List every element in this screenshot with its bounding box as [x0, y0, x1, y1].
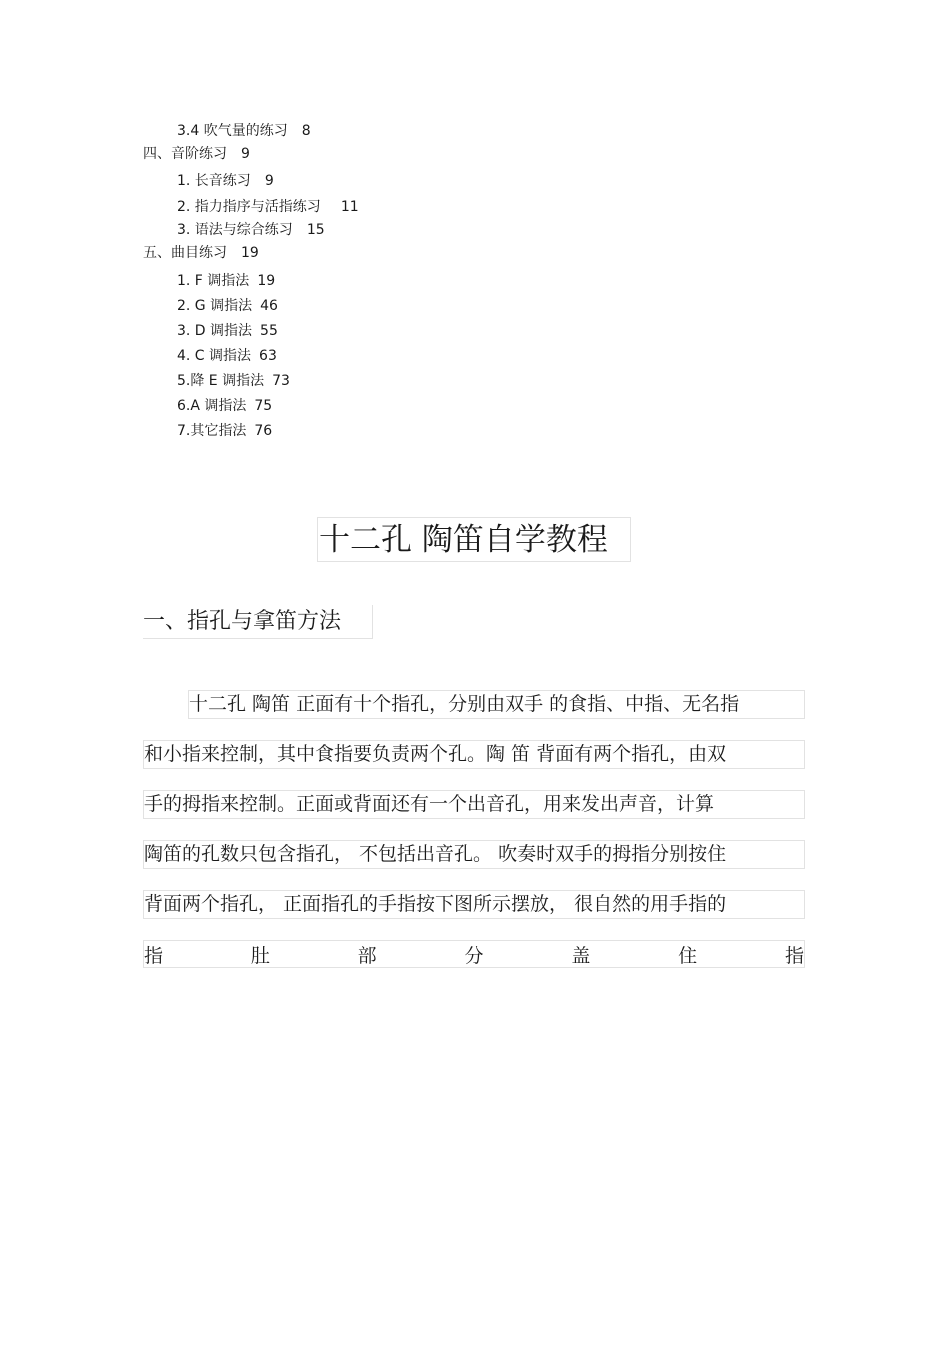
- toc-page-number: 19: [241, 245, 259, 261]
- toc-line: [143, 145, 250, 163]
- document-title: 十二孔 陶笛自学教程: [317, 517, 631, 562]
- paragraph-char: 部: [357, 944, 377, 967]
- toc-page-number: 9: [241, 146, 250, 162]
- toc-page-number: 73: [272, 373, 290, 389]
- toc-line: [177, 272, 275, 290]
- toc-line: [143, 244, 259, 262]
- toc-label: 6.A 调指法: [177, 398, 247, 414]
- paragraph-char: 指: [784, 944, 804, 967]
- toc-label: 7.其它指法: [177, 423, 247, 439]
- paragraph-char: 指: [144, 944, 164, 967]
- toc-page-number: 63: [259, 348, 277, 364]
- paragraph-line: 陶笛的孔数只包含指孔， 不包括出音孔。 吹奏时双手的拇指分别按住: [143, 840, 805, 869]
- toc-page-number: 46: [260, 298, 278, 314]
- toc-line: [177, 172, 274, 190]
- toc-label: 3. 语法与综合练习: [177, 222, 293, 238]
- toc-label: 1. F 调指法: [177, 273, 250, 289]
- paragraph-line: 十二孔 陶笛 正面有十个指孔，分别由双手 的食指、中指、无名指: [188, 690, 805, 719]
- toc-label: 2. G 调指法: [177, 298, 253, 314]
- toc-line: [177, 297, 278, 315]
- toc-page-number: 11: [340, 199, 359, 215]
- paragraph-char: 分: [464, 944, 484, 967]
- toc-label: 四、音阶练习: [143, 146, 227, 162]
- paragraph-last-line: [143, 940, 805, 968]
- toc-page-number: 19: [257, 273, 276, 289]
- toc-line: [177, 422, 272, 440]
- toc-label: 2. 指力指序与活指练习: [177, 199, 321, 215]
- toc-page-number: 9: [264, 173, 274, 189]
- toc-label: 4. C 调指法: [177, 348, 252, 364]
- toc-label: 五、曲目练习: [143, 245, 227, 261]
- toc-line: [177, 221, 325, 239]
- toc-label: 5.降 E 调指法: [177, 373, 265, 389]
- toc-page-number: 75: [254, 398, 273, 414]
- paragraph-line: 手的拇指来控制。正面或背面还有一个出音孔，用来发出声音，计算: [143, 790, 805, 819]
- paragraph-line: 和小指来控制，其中食指要负责两个孔。陶 笛 背面有两个指孔，由双: [143, 740, 805, 769]
- toc-page-number: 76: [254, 423, 273, 439]
- toc-page-number: 15: [306, 222, 325, 238]
- toc-label: 1. 长音练习: [177, 173, 251, 189]
- toc-line: [177, 397, 272, 415]
- toc-line: [177, 372, 290, 390]
- toc-line: [177, 122, 311, 140]
- toc-line: [177, 347, 277, 365]
- toc-page-number: 55: [260, 323, 278, 339]
- toc-line: [177, 198, 359, 216]
- toc-label: 3. D 调指法: [177, 323, 253, 339]
- toc-label: 3.4 吹气量的练习: [177, 123, 288, 139]
- paragraph-char: 盖: [571, 944, 591, 967]
- toc-page-number: 8: [301, 123, 311, 139]
- paragraph-line: 背面两个指孔， 正面指孔的手指按下图所示摆放， 很自然的用手指的: [143, 890, 805, 919]
- toc-line: [177, 322, 278, 340]
- section-heading: 一、指孔与拿笛方法: [143, 605, 373, 639]
- paragraph-char: 住: [678, 944, 698, 967]
- paragraph-char: 肚: [250, 944, 270, 967]
